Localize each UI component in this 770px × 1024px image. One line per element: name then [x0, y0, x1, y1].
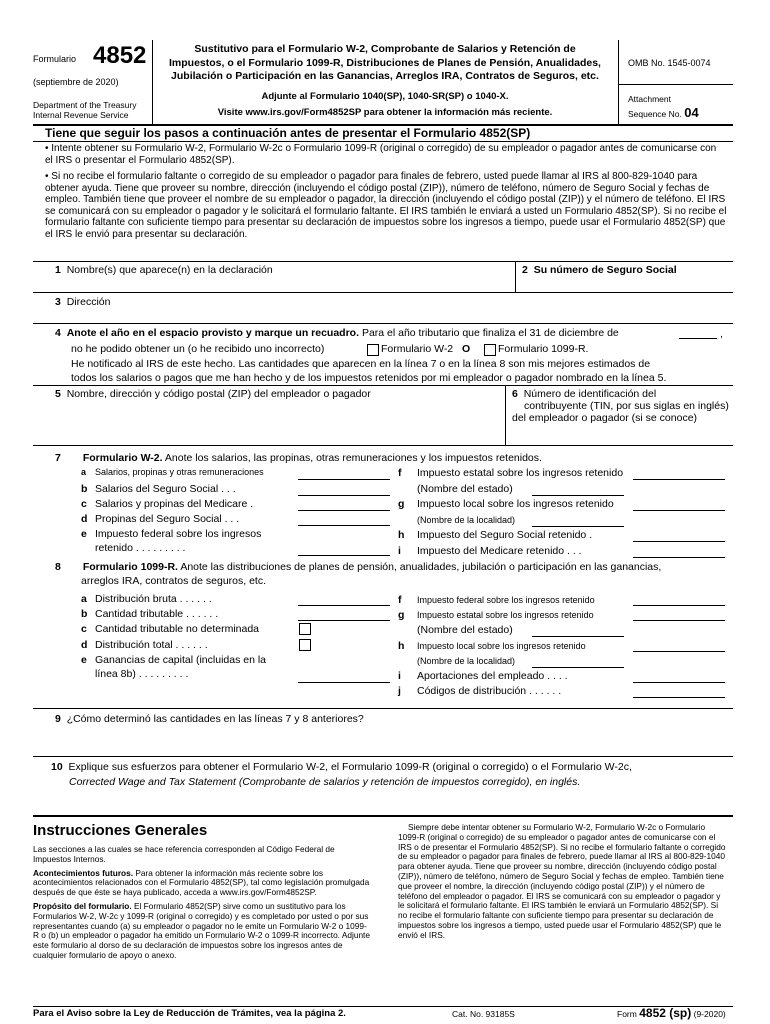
line-8-heading: 8 Formulario 1099-R. Anote las distribuciones de planes de pensión, anualidades, jubilación o participación en las ganancias, — [55, 561, 662, 573]
l7i-field[interactable] — [633, 557, 725, 558]
l8b-field[interactable] — [298, 620, 390, 621]
l8h-locality: (Nombre de la localidad) — [417, 656, 516, 666]
instructions-heading: Instrucciones Generales — [33, 822, 208, 839]
divider — [618, 40, 619, 124]
l8i: i Aportaciones del empleado . . . . — [398, 670, 568, 682]
l7g-field[interactable] — [633, 510, 725, 511]
line-8-heading-2: arreglos IRA, contratos de seguros, etc. — [81, 575, 267, 587]
l7f-field[interactable] — [633, 479, 725, 480]
l8i-field[interactable] — [633, 682, 725, 683]
l7g: g Impuesto local sobre los ingresos retenido — [398, 498, 614, 510]
l7h-field[interactable] — [633, 541, 725, 542]
l8d: d Distribución total . . . . . . — [81, 639, 208, 651]
l8g-field[interactable] — [633, 620, 725, 621]
attachment-label: Attachment — [628, 94, 671, 104]
l8j: j Códigos de distribución . . . . . . — [398, 685, 562, 697]
line-10: 10 Explique sus esfuerzos para obtener el Formulario W-2, el Formulario 1099-R (original o corregido) o el Formulario W-2c, — [51, 761, 632, 773]
l8h-locality-field[interactable] — [532, 667, 624, 668]
line-10-field[interactable] — [68, 790, 728, 810]
intro-bullet-1: • Intente obtener su Formulario W-2, Formulario W-2c o Formulario 1099-R (original o corregido) de su empleador o pagador antes de comunicarse con el IRS o presentar el Formulario 4852(SP). — [45, 143, 717, 166]
l8g-state: (Nombre del estado) — [417, 624, 513, 636]
ssn-field[interactable] — [522, 278, 727, 290]
l7e-cont: retenido . . . . . . . . . — [95, 542, 186, 554]
l7b: b Salarios del Seguro Social . . . — [81, 483, 236, 495]
line-6: 6 Número de identificación del contribuyente (TIN, por sus siglas en inglés) del empleador o pagador (si se conoce) — [512, 388, 729, 424]
divider — [33, 708, 733, 709]
divider — [505, 385, 506, 445]
line-10-cont: Corrected Wage and Tax Statement (Comprobante de salarios y retención de impuestos corregido), en inglés. — [69, 776, 581, 788]
w2-checkbox-label: Formulario W-2 — [381, 343, 454, 355]
sequence-number: 04 — [684, 105, 699, 120]
l7c-field[interactable] — [298, 510, 390, 511]
divider — [33, 445, 733, 446]
line-9: 9 ¿Cómo determinó las cantidades en las líneas 7 y 8 anteriores? — [55, 713, 364, 725]
l7g-locality: (Nombre de la localidad) — [417, 515, 516, 525]
divider — [33, 261, 733, 262]
employer-field[interactable] — [68, 402, 498, 442]
l8e: e Ganancias de capital (incluidas en la — [81, 654, 267, 666]
l7d: d Propinas del Seguro Social . . . — [81, 513, 240, 525]
l7a-field[interactable] — [298, 479, 390, 480]
line-9-field[interactable] — [68, 728, 728, 754]
l7d-field[interactable] — [298, 525, 390, 526]
line-4-row-1: 4 Anote el año en el espacio provisto y marque un recuadro. Para el año tributario que finaliza el 31 de diciembre de — [55, 327, 619, 339]
line-3: 3 Dirección — [55, 296, 111, 308]
l7f-state: (Nombre del estado) — [417, 483, 513, 495]
line-7-heading: 7 Formulario W-2. Anote los salarios, las propinas, otras remuneraciones y los impuestos retenidos. — [55, 452, 542, 464]
form-word: Formulario — [33, 54, 77, 64]
l8g-state-field[interactable] — [532, 636, 624, 637]
1099r-checkbox[interactable] — [484, 344, 496, 356]
section-rule — [33, 815, 733, 817]
1099r-checkbox-label: Formulario 1099-R. — [498, 343, 589, 355]
l8d-checkbox[interactable] — [299, 639, 311, 651]
form-number: 4852 — [93, 42, 147, 69]
l8b: b Cantidad tributable . . . . . . — [81, 608, 219, 620]
line-4-row-2: no he podido obtener un (o he recibido uno incorrecto) — [71, 343, 325, 355]
or-label: O — [462, 343, 471, 355]
line-4-row-3: He notificado al IRS de este hecho. Las cantidades que aparecen en la línea 7 o en la línea 8 son mis mejores estimados de — [71, 358, 651, 370]
l8a: a Distribución bruta . . . . . . — [81, 593, 212, 605]
l7g-locality-field[interactable] — [532, 526, 624, 527]
intro-heading: Tiene que seguir los pasos a continuación antes de presentar el Formulario 4852(SP) — [45, 126, 531, 140]
l8h: h Impuesto local sobre los ingresos retenido — [398, 640, 586, 652]
line-2: 2 Su número de Seguro Social — [522, 264, 677, 276]
divider — [33, 292, 733, 293]
l7b-field[interactable] — [298, 495, 390, 496]
l7h: h Impuesto del Seguro Social retenido . — [398, 529, 593, 541]
sequence-label: Sequence No. 04 — [628, 105, 699, 120]
l8e-cont: línea 8b) . . . . . . . . . — [95, 668, 189, 680]
visit-line: Visite www.irs.gov/Form4852SP para obtener la información más reciente. — [217, 107, 553, 118]
attach-line: Adjunte al Formulario 1040(SP), 1040-SR(SP) o 1040-X. — [261, 91, 509, 102]
l7i: i Impuesto del Medicare retenido . . . — [398, 545, 582, 557]
instructions-left: Las secciones a las cuales se hace referencia corresponden al Código Federal de Impuestos Internos. Acontecimientos futuros. Para obtener la información más reciente sobre los acontecimientos relacionados con el Formulario 4852(SP), tal como legislación promulgada después de que éste se haya publicado, acceda a www.irs.gov/Form4852SP. Propósito del formulario. El Formulario 4852(SP) sirve como un sustitutivo para los Formularios W-2, W-2c y 1099-R (original o corregido) y es completado por usted o por sus representantes cuando (a) su empleador o pagador no le emite un Formulario W-2 o 1099-R o (b) un empleador o pagador ha emitido un Formulario W-2 o 1099-R incorrecto. Adjunte este formulario al dorso de su declaración de impuestos sobre los ingresos antes de cualquier formulario de apoyo o anexo. — [33, 844, 370, 960]
l8c: c Cantidad tributable no determinada — [81, 623, 260, 635]
l7a: a Salarios, propinas y otras remuneraciones — [81, 467, 264, 477]
divider — [33, 385, 733, 386]
line-1: 1 Nombre(s) que aparece(n) en la declaración — [55, 264, 273, 276]
l8g: g Impuesto estatal sobre los ingresos retenido — [398, 609, 594, 621]
l8c-checkbox[interactable] — [299, 623, 311, 635]
form-title: Sustitutivo para el Formulario W-2, Comprobante de Salarios y Retención de Impuestos, o el Formulario 1099-R, Distribuciones de Planes de Pensión, Anualidades, Jubilación o Participación en las Ganancias, Arreglos IRA, Contratos de Seguros, etc. — [169, 43, 601, 82]
l7f: f Impuesto estatal sobre los ingresos retenido — [398, 467, 624, 479]
w2-checkbox[interactable] — [367, 344, 379, 356]
divider — [515, 261, 516, 292]
comma: , — [720, 328, 723, 340]
footer-cat: Cat. No. 93185S — [452, 1009, 515, 1019]
l7f-state-field[interactable] — [532, 495, 624, 496]
l8j-field[interactable] — [633, 697, 725, 698]
address-field[interactable] — [68, 310, 728, 322]
footer-form: Form 4852 (sp) (9-2020) — [617, 1006, 726, 1020]
l8h-field[interactable] — [633, 651, 725, 652]
instructions-right: Siempre debe intentar obtener su Formulario W-2, Formulario W-2c o Formulario 1099-R (original o corregido) de su empleador o pagador antes de comunicarse con el IRS o de presentar el Formulario 4852(SP). Si no recibe el formulario faltante o corregido de su empleador o pagador para finales de febrero, puede llamar al IRS al 800-829-1040 para obtener ayuda. Tiene que proveer su nombre, dirección (incluyendo código postal (ZIP)), número de teléfono, número de Seguro Social y fechas de empleo. También tiene que proveer el nombre, la dirección (incluyendo código postal (ZIP)) y el número de teléfono del empleador o pagador. El IRS se comunicará con su empleador o pagador y le solicitará el formulario faltante. El IRS también le enviará un Formulario 4852(SP). Si no recibe el formulario faltante con suficiente tiempo para presentar su declaración de impuestos sobre los ingresos a tiempo, usted puede usar el Formulario 4852(SP) que le envió el IRS. — [398, 822, 726, 940]
year-field[interactable] — [679, 338, 717, 339]
l8f-field[interactable] — [633, 605, 725, 606]
form-revision: (septiembre de 2020) — [33, 77, 119, 87]
l8f: f Impuesto federal sobre los ingresos retenido — [398, 594, 595, 606]
divider — [618, 84, 733, 85]
l8e-field[interactable] — [298, 682, 390, 683]
l7c: c Salarios y propinas del Medicare . — [81, 498, 254, 510]
divider — [33, 141, 733, 142]
line-4-row-4: todos los salarios o pagos que me han hecho y de los impuestos retenidos por mi empleador o pagador nombrado en la línea 5. — [71, 372, 667, 384]
name-field[interactable] — [68, 278, 513, 290]
divider — [33, 323, 733, 324]
l7e: e Impuesto federal sobre los ingresos — [81, 528, 262, 540]
omb-number: OMB No. 1545-0074 — [628, 58, 711, 68]
line-5: 5 Nombre, dirección y código postal (ZIP) del empleador o pagador — [55, 388, 371, 400]
l7e-field[interactable] — [298, 555, 390, 556]
intro-bullet-2: • Si no recibe el formulario faltante o corregido de su empleador o pagador para finales de febrero, usted puede llamar al IRS al 800-829-1040 para obtener ayuda. Tiene que proveer su nombre, dirección (incluyendo el código postal (ZIP)), número de teléfono, número de Seguro Social y fechas de empleo. También tiene que proveer el nombre de su empleador o pagador, la dirección (incluyendo el código postal (ZIP)) y el número de teléfono. El IRS se comunicará con su empleador o pagador y le solicitará el formulario faltante. El IRS también le enviará a usted un Formulario 4852(SP). Si no recibe el formulario faltante con suficiente tiempo para presentar su declaración de impuestos sobre los ingresos a tiempo, puede usar el Formulario 4852(SP) que el IRS le envió para presentar su declaración. — [45, 171, 727, 240]
footer-paperwork: Para el Aviso sobre la Ley de Reducción de Trámites, vea la página 2. — [33, 1008, 346, 1019]
divider — [33, 756, 733, 757]
department: Department of the Treasury Internal Revenue Service — [33, 100, 137, 120]
l8a-field[interactable] — [298, 605, 390, 606]
